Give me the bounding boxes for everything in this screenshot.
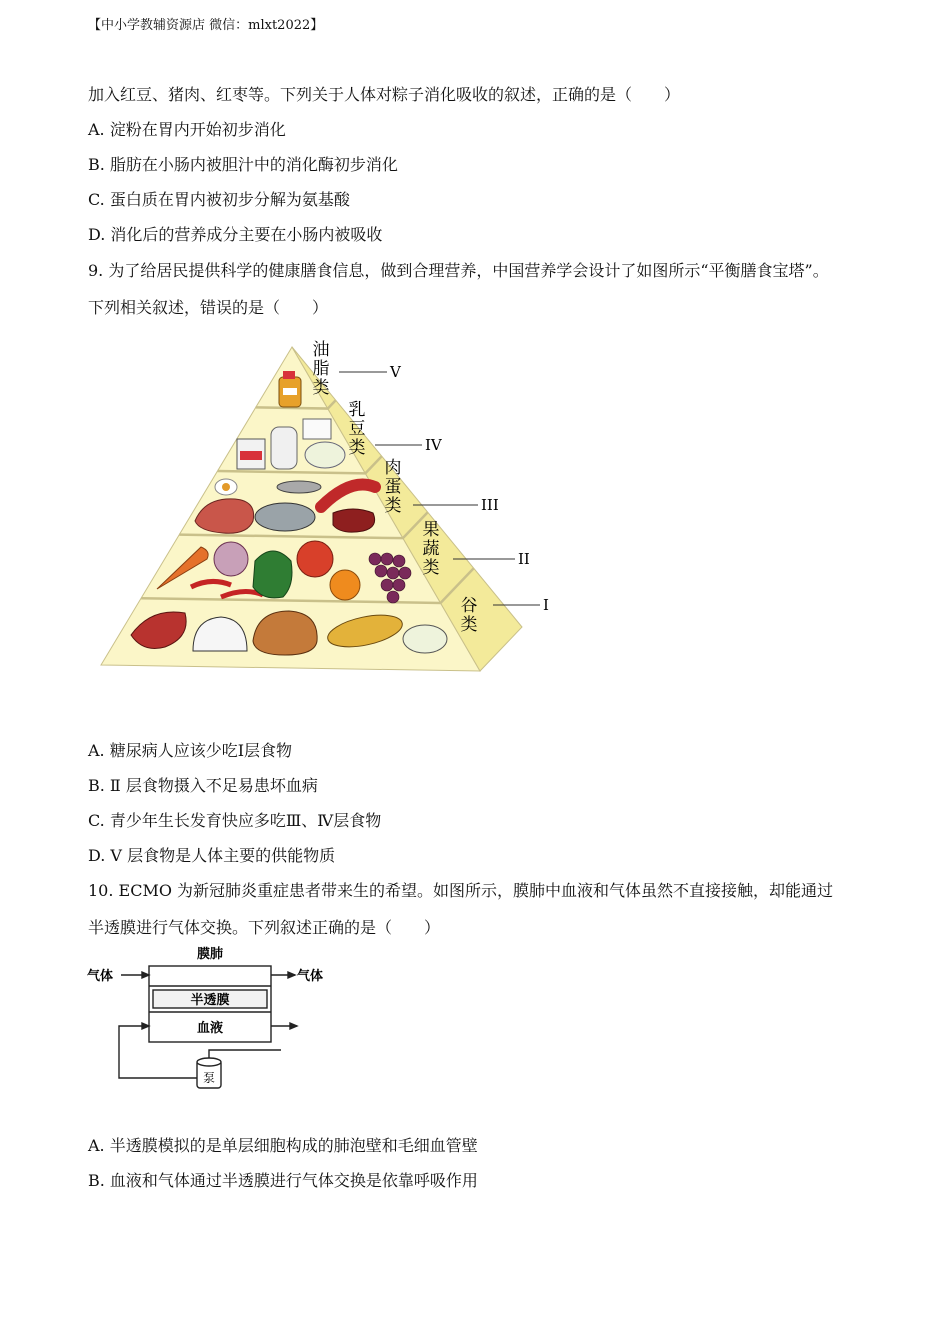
rice-bowl-icon (403, 625, 447, 653)
pyramid-layer-roman: II (518, 550, 530, 568)
gas-out-label: 气体 (297, 969, 324, 984)
q9-option-a: A. 糖尿病人应该少吃Ⅰ层食物 (88, 741, 293, 760)
gas-in-label: 气体 (87, 969, 114, 984)
pump-inlet-tube (209, 1050, 281, 1060)
q10-stem-line2: 半透膜进行气体交换。下列叙述正确的是（ ） (88, 918, 441, 937)
pyramid-layer-label-char: 脂 (312, 359, 330, 379)
pyramid-layer-label-char: 蛋 (384, 477, 402, 497)
orange-icon (330, 570, 360, 600)
pyramid-layer-label-char: 肉 (384, 458, 402, 478)
q10-stem-line1: 10. ECMO 为新冠肺炎重症患者带来生的希望。如图所示，膜肺中血液和气体虽然不直接接触，却能通过 (88, 881, 834, 900)
q8-option-d: D. 消化后的营养成分主要在小肠内被吸收 (88, 225, 383, 244)
liver-icon (333, 509, 375, 532)
q9-stem-line1: 9. 为了给居民提供科学的健康膳食信息，做到合理营养，中国营养学会设计了如图所示“平衡膳食宝塔”。 (88, 261, 829, 280)
pyramid-layer-label-char: 类 (384, 496, 402, 516)
q8-option-b: B. 脂肪在小肠内被胆汁中的消化酶初步消化 (88, 155, 398, 174)
q9-option-c: C. 青少年生长发育快应多吃Ⅲ、Ⅳ层食物 (88, 811, 382, 830)
tofu-icon (303, 419, 331, 439)
pyramid-layer-roman: V (390, 363, 401, 381)
pump-label: 泵 (202, 1071, 216, 1085)
fish-icon (255, 503, 315, 531)
pyramid-layer-label-char: 类 (312, 378, 330, 398)
q10-option-b: B. 血液和气体通过半透膜进行气体交换是依靠呼吸作用 (88, 1171, 478, 1190)
page-header: 【中小学教辅资源店 微信：mlxt2022】 (88, 18, 324, 33)
q8-stem: 加入红豆、猪肉、红枣等。下列关于人体对粽子消化吸收的叙述，正确的是（ ） (88, 85, 681, 104)
pyramid-layer-label-char: 类 (348, 438, 366, 458)
pyramid-layer-label-char: 乳 (348, 400, 366, 420)
pyramid-layer-label-char: 类 (460, 615, 478, 635)
pyramid-layer-label-char: 蔬 (422, 539, 440, 559)
ecmo-membrane-lung-diagram (85, 942, 345, 1097)
food-pyramid-figure (95, 335, 565, 680)
onion-icon (214, 542, 248, 576)
fish-small-icon (277, 481, 321, 493)
pyramid-layer-roman: III (481, 496, 499, 514)
membrane-label: 半透膜 (190, 993, 230, 1008)
soymilk-bowl-icon (305, 442, 345, 468)
greens-icon (253, 551, 292, 598)
membrane-lung-title: 膜肺 (196, 947, 224, 962)
q8-option-a: A. 淀粉在胃内开始初步消化 (88, 120, 286, 139)
q9-stem-line2: 下列相关叙述，错误的是（ ） (88, 298, 329, 317)
pyramid-layer-roman: IV (425, 436, 442, 454)
q9-option-b: B. Ⅱ 层食物摄入不足易患坏血病 (88, 776, 318, 795)
milk-bottle-icon (271, 427, 297, 469)
pyramid-layer-label-char: 豆 (348, 419, 366, 439)
pyramid-layer-label-char: 类 (422, 558, 440, 578)
q8-option-c: C. 蛋白质在胃内被初步分解为氨基酸 (88, 190, 350, 209)
blood-label: 血液 (196, 1021, 224, 1036)
pyramid-layer-label-char: 果 (422, 520, 440, 540)
pyramid-layer-label-char: 谷 (460, 596, 478, 616)
pyramid-layer-roman: I (543, 596, 549, 614)
q10-option-a: A. 半透膜模拟的是单层细胞构成的肺泡壁和毛细血管壁 (88, 1136, 478, 1155)
pyramid-layer-label-char: 油 (312, 340, 330, 360)
tomato-icon (297, 541, 333, 577)
q9-option-d: D. Ⅴ 层食物是人体主要的供能物质 (88, 846, 336, 865)
